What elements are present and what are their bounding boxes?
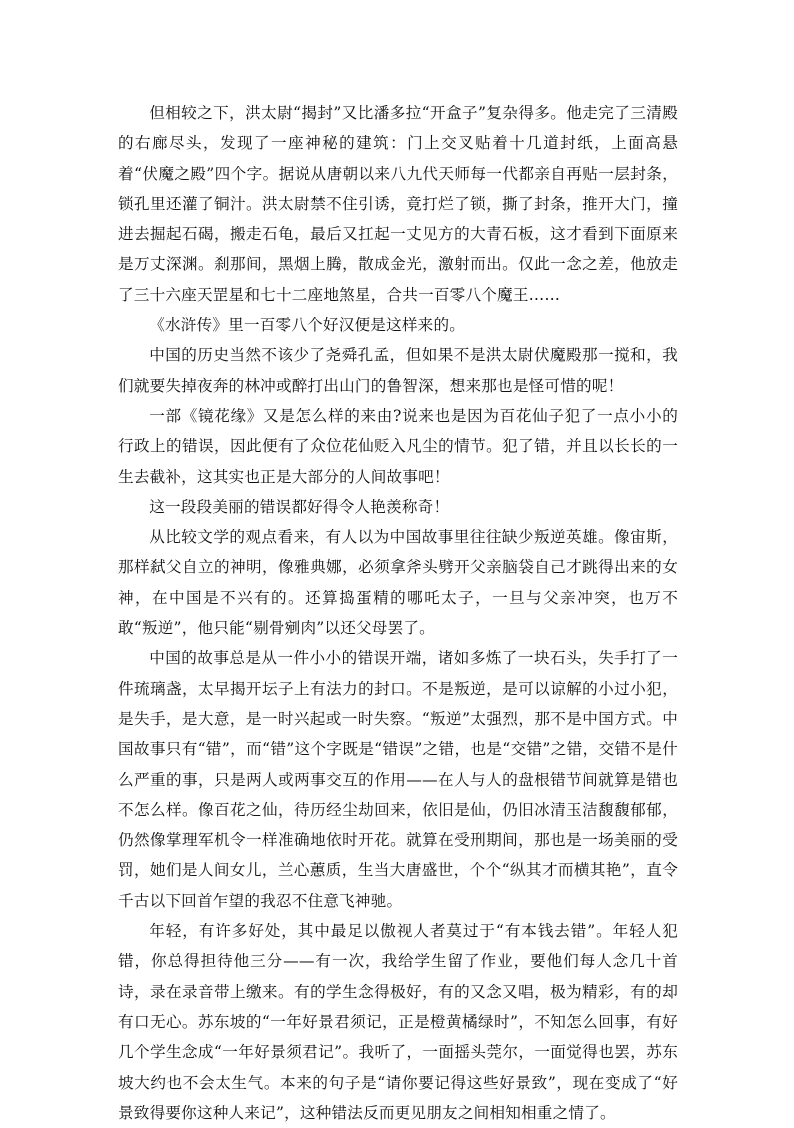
paragraph-youth-mistakes: 年轻，有许多好处，其中最足以傲视人者莫过于“有本钱去错”。年轻人犯错，你总得担待他三分——有一次，我给学生留了作业，要他们每人念几十首诗，录在录音带上缴来。有的学生念得极好，有的又念又唱，极为精彩，有的却有口无心。苏东坡的“一年好景君须记，正是橙黄橘绿时”，不知怎么回事，有好几个学生念成“一年好景须君记”。我听了，一面摇头莞尔，一面觉得也罢，苏东坡大约也不会太生气。本来的句子是“请你要记得这些好景致”，现在变成了“好景致得要你这种人来记”，这种错法反而更见朋友之间相知相重之情了。: [118, 922, 678, 1122]
paragraph-flowers-in-mirror: 一部《镜花缘》又是怎么样的来由?说来也是因为百花仙子犯了一点小小的行政上的错误，因此便有了众位花仙贬入凡尘的情节。犯了错，并且以长长的一生去截补，这其实也正是大部分的人间故事吧！: [118, 406, 678, 486]
paragraph-water-margin-heroes: 《水浒传》里一百零八个好汉便是这样来的。: [149, 316, 466, 335]
paragraph-comparative-literature: 从比较文学的观点看来，有人以为中国故事里往往缺少叛逆英雄。像宙斯，那样弑父自立的神明，像雅典娜，必须拿斧头劈开父亲脑袋自己才跳得出来的女神，在中国是不兴有的。还算捣蛋精的哪吒太子，一旦与父亲冲突，也万不敢“叛逆”，他只能“剔骨剜肉”以还父母罢了。: [118, 528, 678, 638]
paragraph-beautiful-mistakes: 这一段段美丽的错误都好得令人艳羡称奇！: [149, 497, 450, 516]
document-page: [118, 98, 678, 1128]
paragraph-chinese-history: 中国的历史当然不该少了尧舜孔孟，但如果不是洪太尉伏魔殿那一搅和，我们就要失掉夜奔的林冲或醉打出山门的鲁智深，想来那也是怪可惜的呢！: [118, 346, 678, 395]
paragraph-hong-taiwei-unseal: 但相较之下，洪太尉“揭封”又比潘多拉“开盒子”复杂得多。他走完了三清殿的右廊尽头，发现了一座神秘的建筑：门上交叉贴着十几道封纸，上面高悬着“伏魔之殿”四个字。据说从唐朝以来八九代天师每一代都亲自再贴一层封条，锁孔里还灌了铜汁。洪太尉禁不住引诱，竟打烂了锁，撕了封条，推开大门，撞进去掘起石碣，搬走石龟，最后又扛起一丈见方的大青石板，这才看到下面原来是万丈深渊。刹那间，黑烟上腾，散成金光，激射而出。仅此一念之差，他放走了三十六座天罡星和七十二座地煞星，合共一百零八个魔王……: [118, 104, 678, 304]
paragraph-chinese-stories-mistakes: 中国的故事总是从一件小小的错误开端，诸如多炼了一块石头，失手打了一件琉璃盏，太早揭开坛子上有法力的封口。不是叛逆，是可以谅解的小过小犯，是失手，是大意，是一时兴起或一时失察。“叛逆”太强烈，那不是中国方式。中国故事只有“错”，而“错”这个字既是“错误”之错，也是“交错”之错，交错不是什么严重的事，只是两人或两事交互的作用——在人与人的盘根错节间就算是错也不怎么样。像百花之仙，待历经尘劫回来，依旧是仙，仍旧冰清玉洁馥馥郁郁，仍然像掌理军机令一样准确地依时开花。就算在受刑期间，那也是一场美丽的受罚，她们是人间女儿，兰心蕙质，生当大唐盛世，个个“纵其才而横其艳”，直令千古以下回首乍望的我忍不住意飞神驰。: [118, 649, 678, 910]
